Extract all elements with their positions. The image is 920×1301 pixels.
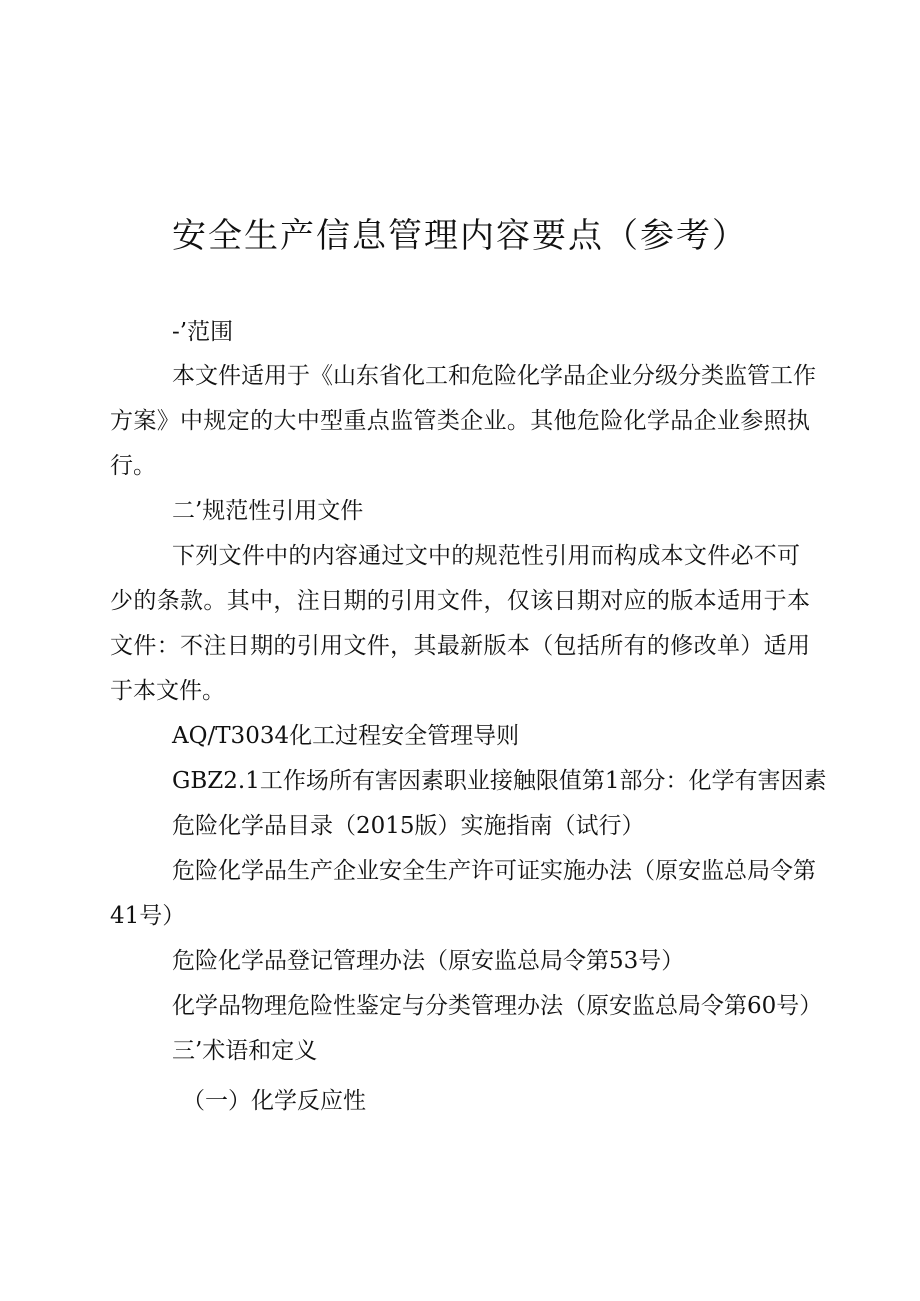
- reference-item: 危险化学品生产企业安全生产许可证实施办法（原安监总局令第: [172, 858, 816, 884]
- paragraph-line: 少的条款。其中，注日期的引用文件，仅该日期对应的版本适用于本: [110, 588, 810, 614]
- reference-item: 危险化学品目录（2015版）实施指南（试行）: [172, 813, 645, 839]
- reference-item: AQ/T3034化工过程安全管理导则: [172, 723, 520, 749]
- reference-item: GBZ2.1工作场所有害因素职业接触限值第1部分：化学有害因素: [172, 768, 827, 794]
- paragraph-line: 本文件适用于《山东省化工和危险化学品企业分级分类监管工作: [172, 363, 816, 389]
- paragraph-line: 于本文件。: [110, 678, 225, 704]
- subsection-heading: （一）化学反应性: [182, 1088, 366, 1114]
- paragraph-line: 方案》中规定的大中型重点监管类企业。其他危险化学品企业参照执: [110, 408, 810, 434]
- reference-item: 危险化学品登记管理办法（原安监总局令第53号）: [172, 948, 685, 974]
- section-heading-references: 二’规范性引用文件: [172, 498, 364, 524]
- paragraph-line: 下列文件中的内容通过文中的规范性引用而构成本文件必不可: [172, 543, 800, 569]
- document-title: 安全生产信息管理内容要点（参考）: [172, 216, 748, 256]
- reference-item-continued: 41号）: [110, 903, 186, 929]
- paragraph-line: 文件：不注日期的引用文件，其最新版本（包括所有的修改单）适用: [110, 633, 810, 659]
- reference-item: 化学品物理危险性鉴定与分类管理办法（原安监总局令第60号）: [172, 993, 823, 1019]
- paragraph-line: 行。: [110, 453, 156, 479]
- section-heading-scope: -’范围: [172, 319, 234, 345]
- section-heading-terms: 三’术语和定义: [172, 1038, 318, 1064]
